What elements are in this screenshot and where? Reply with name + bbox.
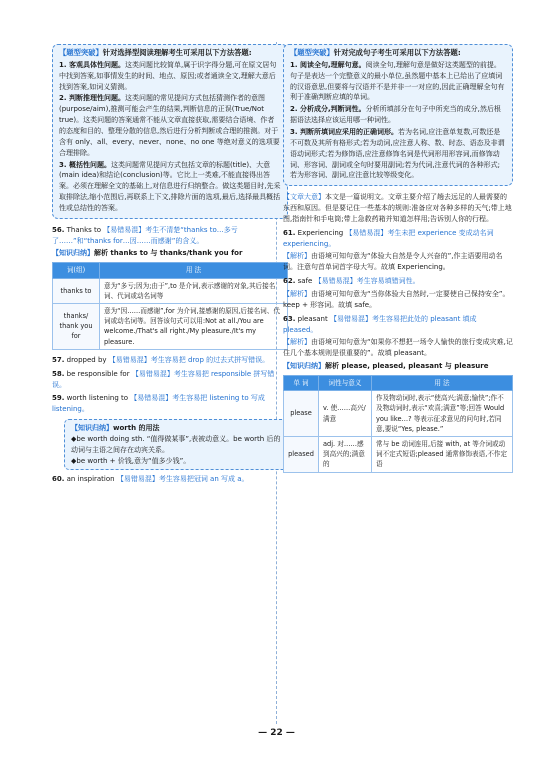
sentence-completion-tip-box	[283, 44, 513, 186]
error-note: 考生容易把 listening to 写成 listening。	[52, 394, 265, 414]
item-number: 56.	[52, 225, 65, 234]
article-summary	[283, 192, 513, 225]
table-row	[284, 391, 513, 437]
worth-knowledge-box	[64, 419, 288, 470]
knowledge-line: ◆be worth doing sth. “值得做某事”,表被动意义。be worth 后的动词与主语之间存在动宾关系。	[71, 434, 281, 454]
summary-tag: 【文章大意】	[283, 193, 325, 202]
tip-point-body: 这类问题比较简单,属于识字得分题,可在原文居句中找到答案,如事情发生的时间、地点、原因;或者通读全文,理解大意后找到答案,如词义猜测。	[59, 60, 277, 91]
analysis-tag: 【解析】	[283, 289, 311, 298]
thanks-usage-table	[52, 262, 288, 350]
knowledge-line: ◆be worth + 价钱,意为“值多少钱”。	[71, 456, 191, 465]
tip-point-body: 这类问题常见提问方式包括文章的标题(title)、大意(main idea)和结论(conclusion)等。它比上一类难,不能直接得出答案。必须在理解全文的基础上,对信息进行归纳整合。做这类题目时,先采取排除法,缩小范围后,再联系上下文,排除片面的选项,最后,选择最具概括性或总结性的答案。	[59, 160, 281, 212]
answer-item-56	[52, 225, 288, 247]
answer-word: be responsible for	[66, 369, 130, 378]
tip-point	[290, 104, 506, 126]
analysis-61	[283, 251, 513, 273]
tip-point-body: 阅读全句,理解句意是做好这类题型的前提。句子是表达一个完整意义的最小单位,虽然题中基本上已给出了应填词的汉语意思,但要将与汉语并不是并非一一对应的,因此正确理解全句有利于准确判断应填的单词。	[290, 60, 505, 102]
table-header: 词性与意义	[319, 375, 372, 390]
table-cell-word: please	[284, 391, 319, 437]
knowledge-text: 解析 please, pleased, pleasant 与 pleasure	[325, 362, 489, 371]
item-number: 61.	[283, 228, 296, 237]
error-tag: 【易错易混】	[329, 314, 372, 323]
page-number: — 22 —	[258, 728, 295, 738]
analysis-tag: 【解析】	[283, 252, 311, 261]
answer-word: worth listening to	[66, 394, 129, 403]
table-header-row	[284, 375, 513, 390]
knowledge-heading-63	[283, 361, 513, 372]
analysis-text: 由语境可知句意为“当你体验大自然时,一定要使自己保持安全”。keep + 形容词。故填 safe。	[283, 289, 510, 309]
error-note: 考生容易把此处的 pleasant 填成 pleased。	[283, 314, 477, 334]
tip-box-title	[59, 48, 281, 59]
table-cell-meaning: adj. 对……感到高兴的;满意的	[319, 436, 372, 472]
error-note: 考生容易把 responsible 拼写错误。	[52, 369, 275, 389]
knowledge-box-title	[71, 423, 281, 434]
please-usage-table	[283, 375, 513, 473]
answer-item-59	[52, 393, 288, 415]
tip-point	[59, 60, 281, 93]
left-column	[52, 44, 288, 485]
tip-point-head: 1. 阅读全句,理解句意。	[290, 60, 366, 69]
table-cell-term: thanks to	[53, 278, 100, 303]
analysis-text: 由语境可知句意为“如果你不想把一场令人愉快的旅行变成灾难,记住几个基本规则是很重要的”。故填 pleasant。	[283, 338, 513, 358]
tip-point-body: 这类问题的常见提问方式包括猜测作者的意图(purpose/aim),推测可能会产生的结果,判断信息的正误(True/Not true)。这类问题的答案通常不能从文章直接获取,需要结合语境、作者的态度和目的、整理分散的信息,然后进行分析判断或合理的推测。对于含有 only、all、every、never、none、no one 等绝对意义的选项要合理排除。	[59, 94, 280, 157]
tip-point-head: 2. 判断推理性问题。	[59, 94, 125, 103]
answer-word: dropped by	[66, 355, 107, 364]
error-tag: 【易错易混】	[108, 355, 151, 364]
knowledge-tag: 【知识归纳】	[283, 362, 325, 371]
table-cell-usage: 作及物动词时,表示“使高兴;满意;愉快”;作不及物动词时,表示“欢喜;满意”等;回答 Would you like…? 等表示征求意见的问句时,若同意,要说“Yes, please.”	[372, 391, 513, 437]
answer-word: an inspiration	[66, 475, 115, 484]
error-note: 考生未把 experience 变成动名词 experiencing。	[283, 228, 494, 248]
knowledge-heading-56	[52, 248, 288, 259]
analysis-tag: 【解析】	[283, 338, 311, 347]
item-number: 59.	[52, 394, 65, 403]
table-cell-meaning: v. 使……高兴/满意	[319, 391, 372, 437]
item-number: 63.	[283, 314, 296, 323]
error-note: 考生不清楚“thanks to…多亏了……”和“thanks for…因……而感谢”的含义。	[52, 225, 238, 245]
error-tag: 【易错易混】	[116, 475, 159, 484]
table-row	[53, 303, 288, 349]
knowledge-title-text: worth 的用法	[113, 424, 160, 433]
table-row	[53, 278, 288, 303]
answer-item-58	[52, 369, 288, 391]
table-header: 单 词	[284, 375, 319, 390]
tip-point-head: 3. 判断所填词应采用的正确词形。	[290, 128, 398, 136]
table-header: 用 法	[100, 263, 288, 278]
error-tag: 【易错易混】	[130, 394, 173, 403]
item-number: 58.	[52, 369, 65, 378]
tip-point-head: 3. 概括性问题。	[59, 160, 111, 169]
table-row	[284, 436, 513, 472]
table-cell-usage: 意为“因……而感谢”,for 为介词,接感谢的原因,后接名词、代词或动名词等。回答该句式可以用:Not at all./You are welcome./That's all right./My pleasure./It's my pleasure.	[100, 303, 288, 349]
answer-item-57	[52, 355, 288, 366]
analysis-63	[283, 337, 513, 359]
tip-point-body: 若为名词,应注意单复数,可数还是不可数及其所有格形式;若为动词,应注意人称、数、时态、语态及非谓语动词形式;若为修饰语,应注意修饰名词是代词形用形容词,而修饰动词、形容词、副词或全句时要用副词;若为代词,注意代词的各种形式;若为形容词、副词,应注意比较等级变化。	[290, 128, 505, 180]
error-note: 考生容易填错词性。	[356, 277, 420, 286]
tip-title-text: 针对完成句子考生可采用以下方法答题:	[333, 48, 461, 57]
answer-item-62	[283, 276, 513, 287]
right-column	[283, 44, 513, 478]
error-tag: 【易错易混】	[131, 369, 174, 378]
tip-tag: 【题型突破】	[59, 48, 103, 57]
tip-point	[290, 60, 506, 103]
tip-point-body: 分析所填部分在句子中所充当的成分,然后根据语法选择应该运用哪一种词性。	[290, 105, 501, 125]
item-number: 62.	[283, 277, 296, 286]
knowledge-tag: 【知识归纳】	[52, 249, 94, 258]
table-header-row	[53, 263, 288, 278]
analysis-text: 由语境可知句意为“体验大自然是令人兴奋的”,作主语要用动名词。注意句首单词首字母大写。故填 Experiencing。	[283, 252, 503, 272]
error-tag: 【易错易混】	[345, 228, 388, 237]
table-header: 用 法	[372, 375, 513, 390]
question-type-tip-box	[52, 44, 288, 219]
knowledge-tag: 【知识归纳】	[71, 424, 113, 433]
table-header: 词(组)	[53, 263, 100, 278]
tip-point	[59, 93, 281, 158]
error-tag: 【易错易混】	[103, 225, 146, 234]
tip-point	[290, 127, 506, 181]
tip-point	[59, 160, 281, 214]
item-number: 60.	[52, 475, 65, 484]
table-cell-term: thanks/ thank you for	[53, 303, 100, 349]
tip-point-head: 2. 分析成分,判断词性。	[290, 105, 366, 114]
knowledge-text: 解析 thanks to 与 thanks/thank you for	[94, 249, 243, 258]
tip-point-head: 1. 客观具体性问题。	[59, 60, 125, 69]
error-note: 考生容易把冠词 an 写成 a。	[158, 475, 249, 484]
analysis-62	[283, 289, 513, 311]
summary-text: 本文是一篇说明文。文章主要介绍了趟去远足的人最需要的东西和原因。但是要记住一些基本的规则:准备应对各种多样的天气;带上地图,指南针和手电筒;带上急救药箱并知道怎样用;告诉别人你的行程。	[283, 193, 512, 223]
table-cell-usage: 意为“多亏;因为;由于”,to 是介词,表示感谢的对象,其后接名词、代词或动名词等	[100, 278, 288, 303]
error-tag: 【易错易混】	[314, 277, 357, 286]
answer-word: Thanks to	[66, 225, 102, 234]
answer-word: safe	[297, 277, 313, 286]
tip-box-title	[290, 48, 506, 59]
answer-word: Experiencing	[297, 228, 344, 237]
error-note: 考生容易把 drop 的过去式拼写错误。	[150, 355, 270, 364]
answer-word: pleasant	[297, 314, 328, 323]
table-cell-word: pleased	[284, 436, 319, 472]
answer-item-63	[283, 314, 513, 336]
answer-item-61	[283, 228, 513, 250]
table-cell-usage: 常与 be 动词连用,后接 with, at 等介词或动词不定式短语;pleased 通常修饰表语,不作定语	[372, 436, 513, 472]
answer-item-60	[52, 474, 288, 485]
tip-title-text: 针对选择型阅读理解考生可采用以下方法答题:	[102, 48, 252, 57]
item-number: 57.	[52, 355, 65, 364]
tip-tag: 【题型突破】	[290, 48, 334, 57]
